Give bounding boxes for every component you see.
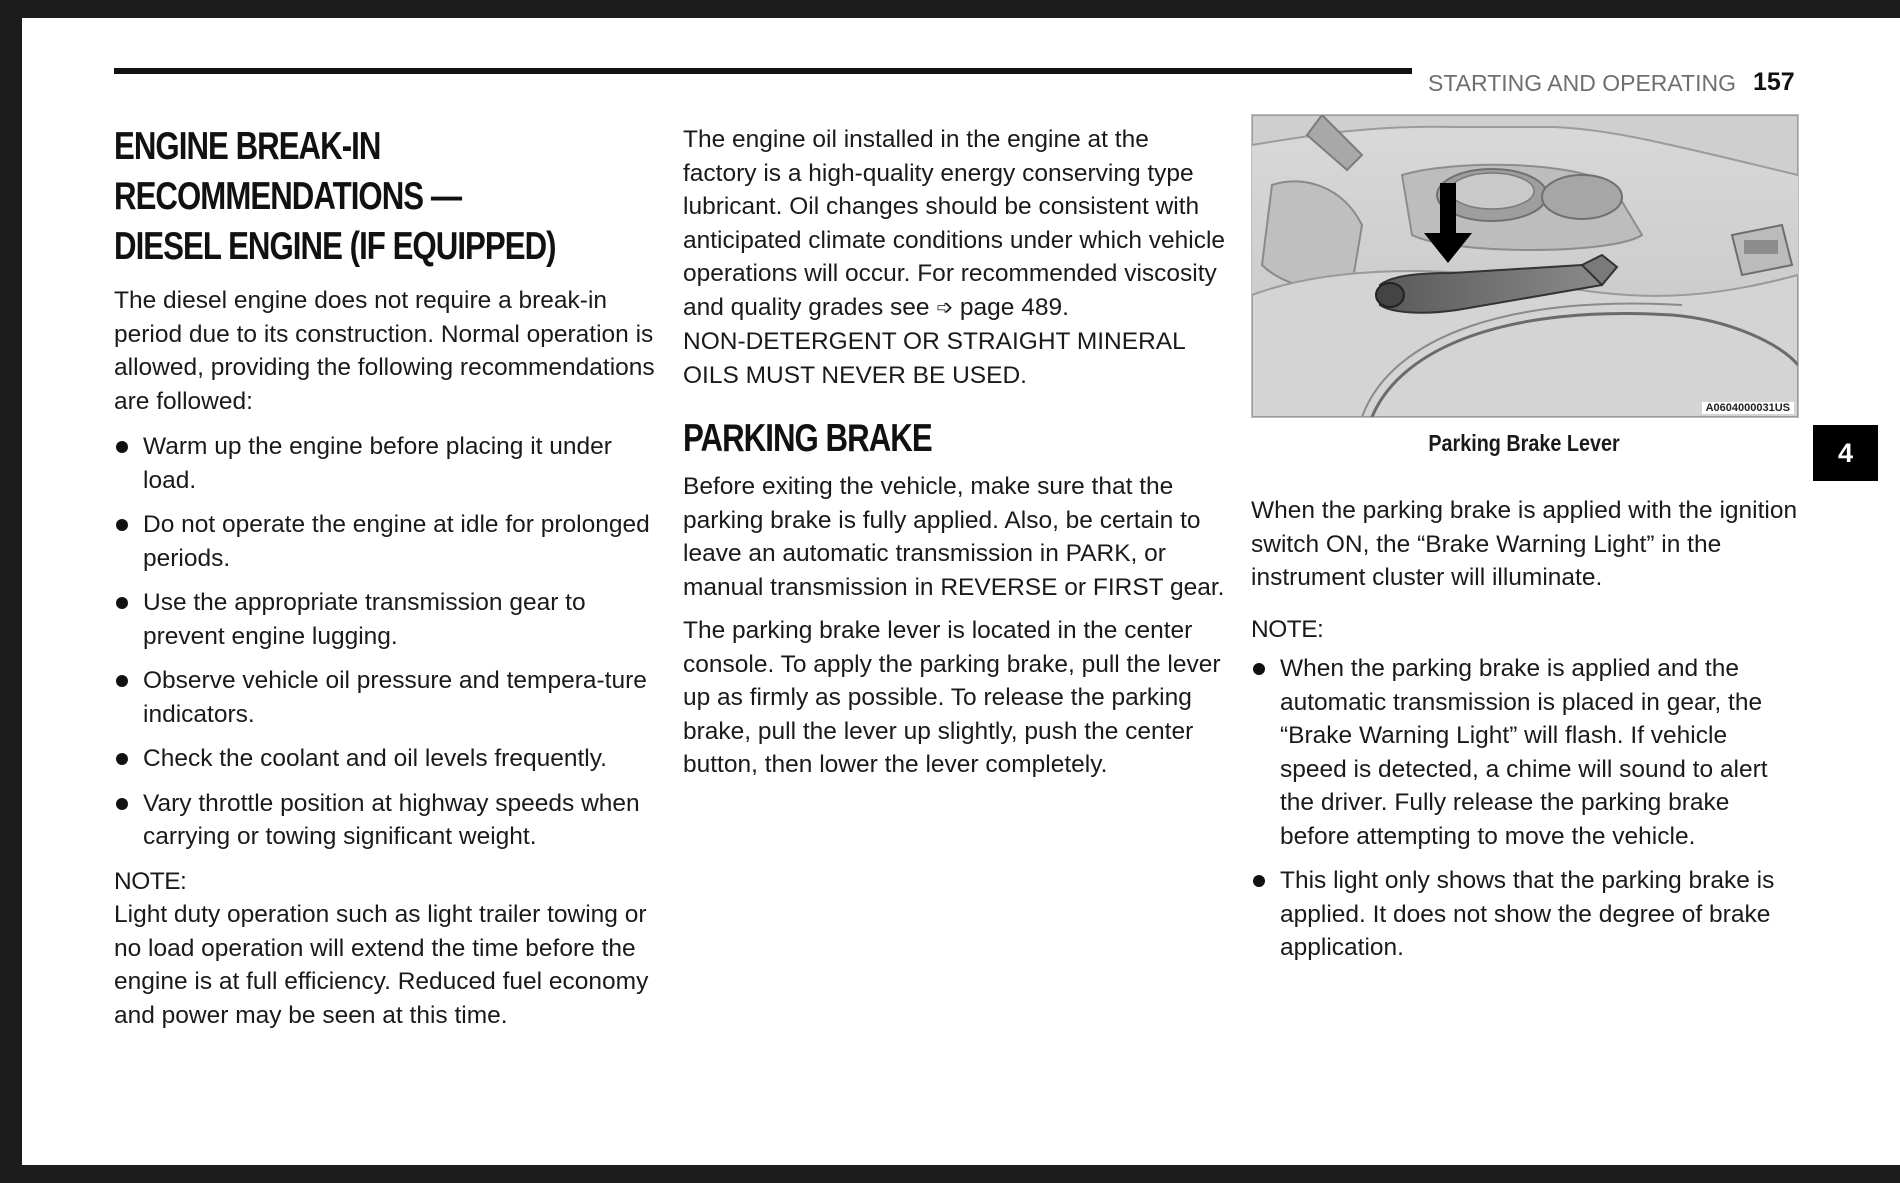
brake-warning-para: When the parking brake is applied with the ignition switch ON, the “Brake Warning Light” in the instrument cluster will illuminate. (1251, 497, 1798, 591)
chapter-tab: 4 (1813, 425, 1878, 481)
arrow-ref-icon: ➩ (936, 296, 954, 319)
page-reference-link[interactable]: page 489. (959, 293, 1069, 321)
list-item (1251, 864, 1799, 965)
bullet-icon (116, 519, 128, 531)
bullet-icon (1253, 875, 1265, 887)
break-in-heading (114, 122, 659, 272)
list-item (114, 787, 659, 854)
list-item-text: Vary throttle position at highway speeds when carrying or towing significant weight. (143, 789, 640, 850)
bullet-icon (116, 441, 128, 453)
section-title: STARTING AND OPERATING (1428, 70, 1736, 96)
break-in-heading-line1: ENGINE BREAK-IN RECOMMENDATIONS — (114, 125, 462, 218)
list-item-text: Check the coolant and oil levels frequently. (143, 745, 607, 772)
list-item (114, 664, 659, 731)
bullet-icon (1253, 663, 1265, 675)
note-label: NOTE: (1251, 615, 1324, 643)
list-item (114, 430, 659, 497)
oil-warning: NON-DETERGENT OR STRAIGHT MINERAL OILS MUST NEVER BE USED. (683, 328, 1185, 389)
bullet-icon (116, 675, 128, 687)
list-item-text: When the parking brake is applied and the automatic transmission is placed in gear, the “Brake Warning Light” will flash. If vehicle speed is detected, a chime will sound to alert the driver. Fully release the parking brake before attempting to move the vehicle. (1280, 655, 1768, 850)
bullet-icon (116, 597, 128, 609)
bullet-icon (116, 798, 128, 810)
brake-note-list (1251, 652, 1799, 965)
page-number: 157 (1753, 68, 1795, 96)
header-rule (114, 68, 1412, 74)
list-item-text: This light only shows that the parking brake is applied. It does not show the degree of brake application. (1280, 867, 1775, 961)
list-item (114, 742, 659, 776)
figure-caption: Parking Brake Lever (1428, 430, 1620, 456)
parking-brake-heading: PARKING BRAKE (683, 417, 932, 460)
list-item-text: Do not operate the engine at idle for prolonged periods. (143, 511, 650, 572)
break-in-list (114, 430, 659, 854)
parking-brake-para2: The parking brake lever is located in the center console. To apply the parking brake, pull the lever up as firmly as possible. To release the parking brake, pull the lever up slightly, push the center button, then lower the lever completely. (683, 617, 1221, 778)
column-2 (683, 123, 1228, 782)
break-in-intro: The diesel engine does not require a break-in period due to its construction. Normal operation is allowed, providing the following recommendations are followed: (114, 287, 655, 415)
list-item (114, 586, 659, 653)
figure-code: A0604000031US (1702, 402, 1794, 414)
list-item-text: Observe vehicle oil pressure and tempera-ture indicators. (143, 667, 647, 728)
note-text: Light duty operation such as light trailer towing or no load operation will extend the time before the engine is at full efficiency. Reduced fuel economy and power may be seen at this time. (114, 901, 649, 1029)
column-3 (1251, 480, 1799, 976)
list-item-text: Use the appropriate transmission gear to prevent engine lugging. (143, 589, 586, 650)
list-item (114, 508, 659, 575)
list-item-text: Warm up the engine before placing it under load. (143, 433, 612, 494)
note-label: NOTE: (114, 867, 187, 895)
parking-brake-lever-illustration (1252, 115, 1798, 417)
column-1 (114, 122, 659, 1032)
break-in-heading-line2: DIESEL ENGINE (IF EQUIPPED) (114, 225, 556, 268)
oil-text: The engine oil installed in the engine at the factory is a high-quality energy conserving type lubricant. Oil changes should be consistent with anticipated climate conditions under which vehicle operations will occur. For recommended viscosity and quality grades see (683, 126, 1226, 321)
bullet-icon (116, 753, 128, 765)
parking-brake-para1: Before exiting the vehicle, make sure that the parking brake is fully applied. Also, be certain to leave an automatic transmission in PARK, or manual transmission in REVERSE or FIRST gear. (683, 473, 1225, 601)
parking-brake-figure (1251, 114, 1799, 418)
oil-paragraph (683, 123, 1228, 325)
list-item (1251, 652, 1799, 853)
